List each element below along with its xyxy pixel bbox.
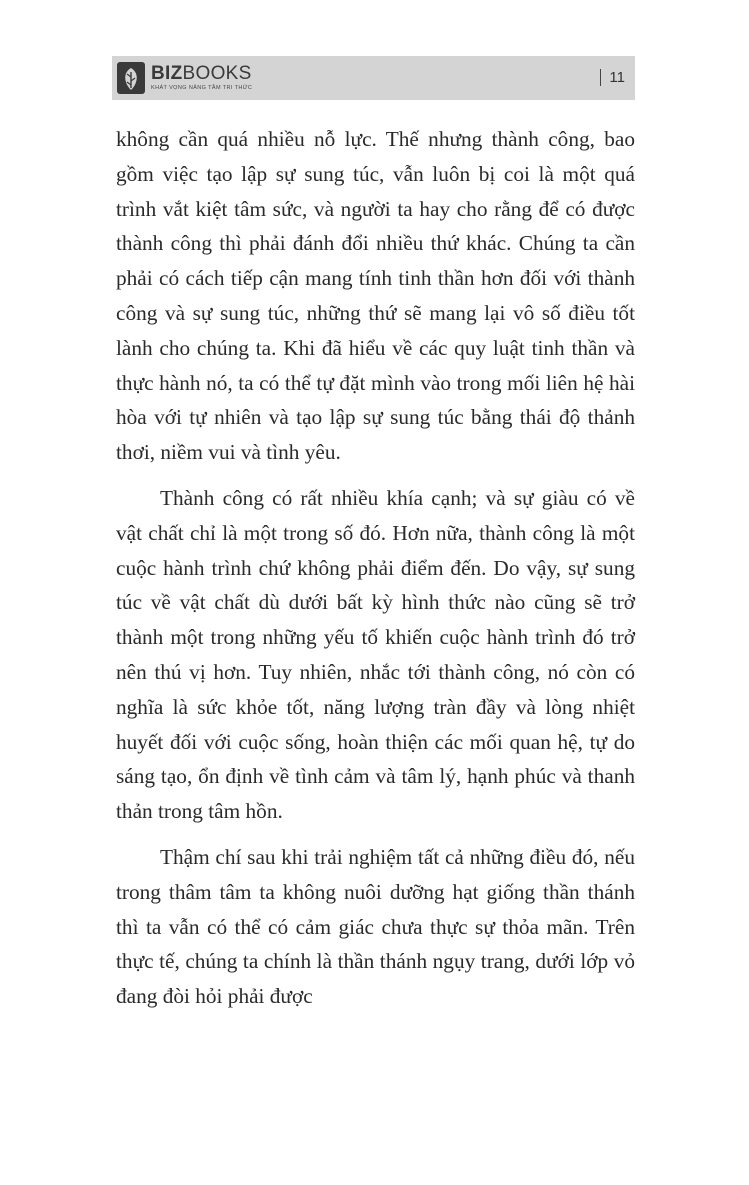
paragraph-1: không cần quá nhiều nỗ lực. Thế nhưng thành công, bao gồm việc tạo lập sự sung túc, vẫn luôn bị coi là một quá trình vắt kiệt tâm sức, và người ta hay cho rằng để có được thành công thì phải đánh đổi nhiều thứ khác. Chúng ta cần phải có cách tiếp cận mang tính tinh thần hơn đối với thành công và sự sung túc, những thứ sẽ mang lại vô số điều tốt lành cho chúng ta. Khi đã hiểu về các quy luật tinh thần và thực hành nó, ta có thể tự đặt mình vào trong mối liên hệ hài hòa với tự nhiên và tạo lập sự sung túc bằng thái độ thảnh thơi, niềm vui và tình yêu. [116,127,635,465]
paragraph-2: Thành công có rất nhiều khía cạnh; và sự giàu có về vật chất chỉ là một trong số đó. Hơn nữa, thành công là một cuộc hành trình chứ không phải điểm đến. Do vậy, sự sung túc về vật chất dù dưới bất kỳ hình thức nào cũng sẽ trở thành một trong những yếu tố khiến cuộc hành trình đó trở nên thú vị hơn. Tuy nhiên, nhắc tới thành công, nó còn có nghĩa là sức khỏe tốt, năng lượng tràn đầy và lòng nhiệt huyết đối với cuộc sống, hoàn thiện các mối quan hệ, tự do sáng tạo, ổn định về tình cảm và tâm lý, hạnh phúc và thanh thản trong tâm hồn. [116,485,635,824]
bizbooks-logo-icon [116,61,146,95]
publisher-logo [116,61,252,95]
brand-tagline: KHÁT VỌNG NÂNG TẦM TRI THỨC [151,85,253,92]
body-text [116,122,635,1014]
page-number-divider [600,69,601,86]
page-number: 11 [609,69,625,86]
page-number-area [600,69,625,86]
running-header [112,56,635,100]
brand-name: BIZBOOKS [151,63,252,85]
paragraph-3: Thậm chí sau khi trải nghiệm tất cả những điều đó, nếu trong thâm tâm ta không nuôi dưỡng hạt giống thần thánh thì ta vẫn có thể có cảm giác chưa thực sự thỏa mãn. Trên thực tế, chúng ta chính là thần thánh ngụy trang, dưới lớp vỏ đang đòi hỏi phải được [116,844,635,1009]
